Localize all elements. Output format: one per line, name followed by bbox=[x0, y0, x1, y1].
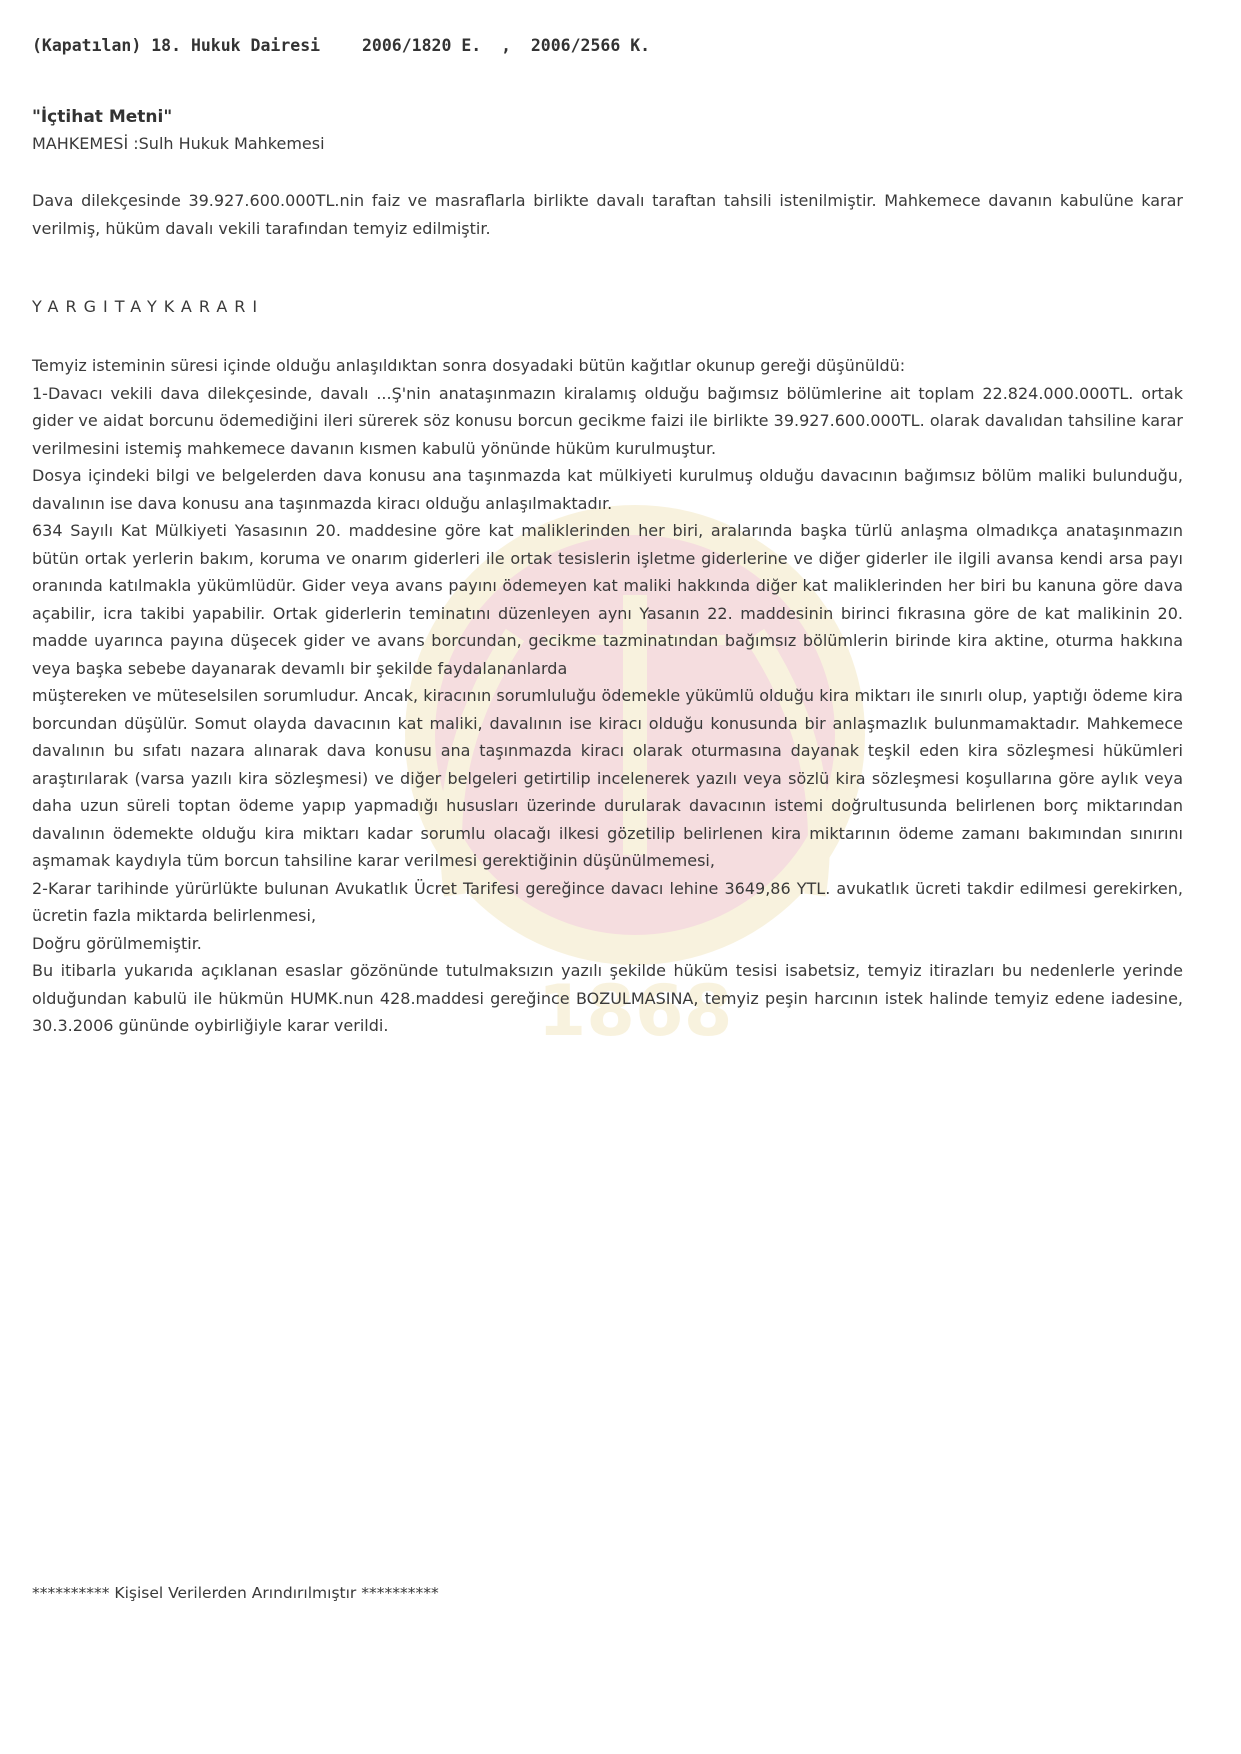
decision-body bbox=[32, 352, 1183, 1040]
paragraph: 634 Sayılı Kat Mülkiyeti Yasasının 20. maddesine göre kat maliklerinden her biri, aralarında başka türlü anlaşma olmadıkça anataşınmazın bütün ortak yerlerin bakım, koruma ve onarım giderleri ile ortak tesislerin işletme giderlerine ve diğer giderler ile ilgili avansa kendi arsa payı oranında katılmakla yükümlüdür. Gider veya avans payını ödemeyen kat maliki hakkında diğer kat maliklerinden her biri bu kanuna göre dava açabilir, icra takibi yapabilir. Ortak giderlerin teminatını düzenleyen aynı Yasanın 22. maddesinin birinci fıkrasına göre de kat malikinin 20. madde uyarınca payına düşecek gider ve avans borcundan, gecikme tazminatından bağımsız bölümlerin birinde kira aktine, oturma hakkına veya başka sebebe dayanarak devamlı bir şekilde faydalananlarda bbox=[32, 521, 1183, 678]
paragraph: müştereken ve müteselsilen sorumludur. Ancak, kiracının sorumluluğu ödemekle yükümlü olduğu kira miktarı ile sınırlı olup, yaptığı ödeme kira borcundan düşülür. Somut olayda davacının kat maliki, davalının ise kiracı olduğu konusunda bir anlaşmazlık bulunmamaktadır. Mahkemece davalının bu sıfatı nazara alınarak dava konusu ana taşınmazda kiracı olarak oturmasına dayanak teşkil eden kira sözleşmesi hükümleri araştırılarak (varsa yazılı kira sözleşmesi) ve diğer belgeleri getirtilip incelenerek yazılı veya sözlü kira sözleşmesi koşullarına göre aylık veya daha uzun süreli toptan ödeme yapıp yapmadığı hususları üzerinde durularak davacının istemi doğrultusunda belirlenen borç miktarından davalının ödemekte olduğu kira miktarı kadar sorumlu olacağı ilkesi gözetilip belirlenen kira miktarının ödeme zamanı bakımından sınırını aşmamak kaydıyla tüm borcun tahsiline karar verilmesi gerektiğinin düşünülmemesi, bbox=[32, 686, 1183, 870]
paragraph: Dosya içindeki bilgi ve belgelerden dava konusu ana taşınmazda kat mülkiyeti kurulmuş olduğu davacının bağımsız bölüm maliki bulunduğu, davalının ise dava konusu ana taşınmazda kiracı olduğu anlaşılmaktadır. bbox=[32, 466, 1183, 513]
paragraph: Bu itibarla yukarıda açıklanan esaslar gözönünde tutulmaksızın yazılı şekilde hüküm tesisi isabetsiz, temyiz itirazları bu nedenlerle yerinde olduğundan kabulü ile hükmün HUMK.nun 428.maddesi gereğince BOZULMASINA, temyiz peşin harcının istek halinde temyiz edene iadesine, 30.3.2006 gününde oybirliğiyle karar verildi. bbox=[32, 961, 1183, 1035]
watermark-year: 1868 bbox=[537, 970, 733, 1052]
case-numbers: 2006/1820 E. , 2006/2566 K. bbox=[362, 36, 651, 55]
paragraph: Doğru görülmemiştir. bbox=[32, 933, 202, 953]
case-header bbox=[32, 36, 650, 55]
court-line: MAHKEMESİ :Sulh Hukuk Mahkemesi bbox=[32, 134, 325, 153]
paragraph: Temyiz isteminin süresi içinde olduğu anlaşıldıktan sonra dosyadaki bütün kağıtlar okunup gereği düşünüldü: bbox=[32, 356, 906, 375]
paragraph: 1-Davacı vekili dava dilekçesinde, davalı ...Ş'nin anataşınmazın kiralamış olduğu bağımsız bölümlerine ait toplam 22.824.000.000TL. ortak gider ve aidat borcunu ödemediğini ileri sürerek söz konusu borcun gecikme faizi ile birlikte 39.927.600.000TL. olarak davalıdan tahsiline karar verilmesini istemiş mahkemece davanın kısmen kabulü yönünde hüküm kurulmuştur. bbox=[32, 383, 1183, 458]
paragraph: 2-Karar tarihinde yürürlükte bulunan Avukatlık Ücret Tarifesi gereğince davacı lehine 3649,86 YTL. avukatlık ücreti takdir edilmesi gerekirken, ücretin fazla miktarda belirlenmesi, bbox=[32, 878, 1183, 925]
anonymization-note: ********** Kişisel Verilerden Arındırılmıştır ********** bbox=[32, 1584, 439, 1602]
section-heading: YARGITAYKARARI bbox=[32, 297, 265, 316]
document-title: "İçtihat Metni" bbox=[32, 107, 173, 127]
court-name: (Kapatılan) 18. Hukuk Dairesi bbox=[32, 36, 321, 55]
intro-paragraph: Dava dilekçesinde 39.927.600.000TL.nin faiz ve masraflarla birlikte davalı taraftan tahsili istenilmiştir. Mahkemece davanın kabulüne karar verilmiş, hüküm davalı vekili tarafından temyiz edilmiştir. bbox=[32, 191, 1183, 238]
